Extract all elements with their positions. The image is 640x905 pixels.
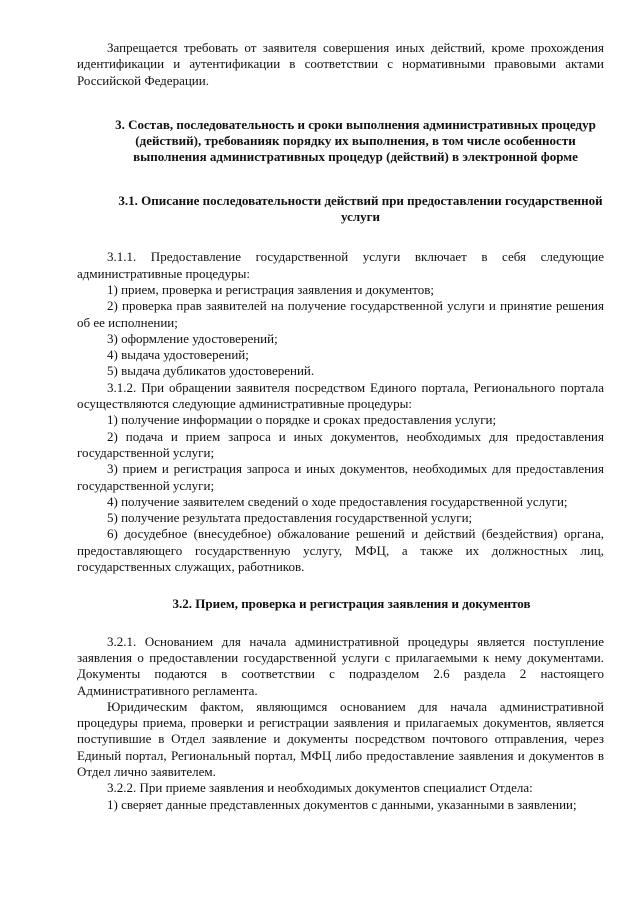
list-item: 1) прием, проверка и регистрация заявления и документов; (107, 281, 434, 297)
list-item: 3) оформление удостоверений; (107, 330, 278, 346)
list-item: 3) прием и регистрация запроса и иных документов, необходимых для предоставления государственной услуги; (77, 461, 604, 493)
list-item: 5) получение результата предоставления государственной услуги; (107, 510, 473, 526)
list-item: 4) получение заявителем сведений о ходе предоставления государственной услуги; (107, 493, 568, 509)
document-page (77, 40, 604, 813)
paragraph-legal-fact: Юридическим фактом, являющимся основанием для начала административной процедуры приема, проверки и регистрации заявления и прилагаемых документов, является поступившие в Отдел заявление и документы посредством почтового отправления, через Единый портал, Региональный портал, МФЦ либо предоставление заявления и документов в Отдел лично заявителем. (77, 698, 604, 779)
paragraph-3-2-2: 3.2.2. При приеме заявления и необходимых документов специалист Отдела: (107, 780, 533, 796)
list-item: 1) получение информации о порядке и сроках предоставления услуги; (107, 412, 497, 428)
paragraph-3-1-1: 3.1.1. Предоставление государственной услуги включает в себя следующие административные процедуры: (77, 249, 604, 281)
list-item: 6) досудебное (внесудебное) обжалование решений и действий (бездействия) органа, предоставляющего государственную услугу, МФЦ, а также их должностных лиц, государственных служащих, работников. (77, 526, 604, 575)
section-3-2-heading: 3.2. Прием, проверка и регистрация заявления и документов (172, 596, 531, 612)
paragraph-3-2-1: 3.2.1. Основанием для начала административной процедуры является поступление заявления о предоставлении государственной услуги с прилагаемыми к нему документами. Документы подаются в соответствии с подразделом 2.6 раздела 2 настоящего Административного регламента. (77, 633, 604, 698)
list-item: 4) выдача удостоверений; (107, 347, 249, 363)
paragraph-3-1-2: 3.1.2. При обращении заявителя посредством Единого портала, Регионального портала осуществляются следующие административные процедуры: (77, 379, 604, 412)
intro-paragraph: Запрещается требовать от заявителя совершения иных действий, кроме прохождения идентификации и аутентификации в соответствии с нормативными правовыми актами Российской Федерации. (77, 40, 604, 88)
list-item: 1) сверяет данные представленных документов с данными, указанными в заявлении; (107, 796, 577, 812)
list-item: 2) проверка прав заявителей на получение государственной услуги и принятие решения об ее исполнении; (77, 298, 604, 330)
list-item: 2) подача и прием запроса и иных документов, необходимых для предоставления государственной услуги; (77, 428, 604, 460)
section-3-1-heading: 3.1. Описание последовательности действий при предоставлении государственной услуги (118, 192, 603, 225)
list-item: 5) выдача дубликатов удостоверений. (107, 363, 315, 379)
section-3-heading: 3. Состав, последовательность и сроки выполнения административных процедур (действий), требованияк порядку их выполнения, в том числе особенности выполнения административных процедур (действий) в электронной форме (115, 116, 596, 165)
